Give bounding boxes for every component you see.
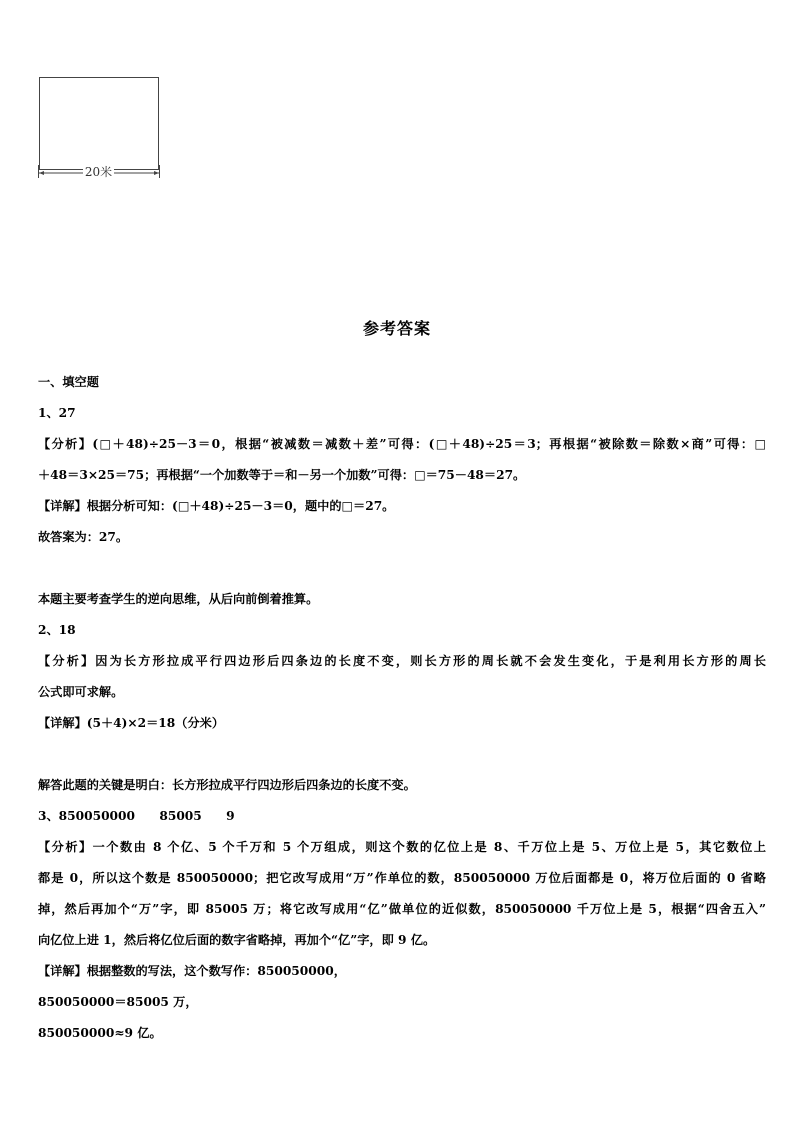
q3-analysis-line-2: 都是 0，所以这个数是 850050000；把它改写成用“万”作单位的数，850050000 万位后面都是 0，将万位后面的 0 省略 [38, 871, 766, 885]
page-title: 参考答案 [362, 319, 431, 338]
q1-number: 1、27 [38, 406, 76, 420]
q3-analysis-line-4: 向亿位上进 1，然后将亿位后面的数字省略掉，再加个“亿”字，即 9 亿。 [38, 933, 436, 947]
rectangle-shape [40, 78, 159, 170]
q3-detail-line-3: 850050000≈9 亿。 [38, 1026, 162, 1040]
dimension-label [38, 165, 159, 179]
spacer [38, 739, 766, 770]
q2-number: 2、18 [38, 623, 76, 637]
q1-analysis-line-1: 【分析】(□＋48)÷25－3＝0，根据“被减数＝减数＋差”可得：(□＋48)÷25＝3；再根据“被除数＝除数×商”可得：□ [38, 437, 766, 451]
q1-detail: 【详解】根据分析可知：(□＋48)÷25－3＝0，题中的□＝27。 [38, 499, 395, 513]
q3-detail-line-1: 【详解】根据整数的写法，这个数写作：850050000， [38, 964, 346, 978]
rectangle-figure [38, 76, 163, 186]
q1-analysis-line-2: ＋48＝3×25＝75；再根据“一个加数等于＝和－另一个加数”可得：□＝75－48＝27。 [38, 468, 526, 482]
q2-detail: 【详解】(5＋4)×2＝18（分米） [38, 716, 225, 730]
q1-comment: 本题主要考查学生的逆向思维，从后向前倒着推算。 [38, 592, 319, 606]
section-heading: 一、填空题 [38, 375, 99, 389]
q3-analysis-line-1: 【分析】一个数由 8 个亿、5 个千万和 5 个万组成，则这个数的亿位上是 8、千万位上是 5、万位上是 5，其它数位上 [38, 840, 766, 854]
q2-comment: 解答此题的关键是明白：长方形拉成平行四边形后四条边的长度不变。 [38, 778, 416, 792]
dimension-label-text: 20米 [84, 165, 113, 179]
q3-analysis-line-3: 掉，然后再加个“万”字，即 85005 万；将它改写成用“亿”做单位的近似数，850050000 千万位上是 5，根据“四舍五入” [38, 902, 766, 916]
spacer [38, 553, 766, 584]
q2-analysis-line-2: 公式即可求解。 [38, 685, 124, 699]
q1-answer: 故答案为：27。 [38, 530, 129, 544]
q3-number: 3、850050000 85005 9 [38, 809, 235, 823]
q2-analysis-line-1: 【分析】因为长方形拉成平行四边形后四条边的长度不变，则长方形的周长就不会发生变化，于是利用长方形的周长 [38, 654, 766, 668]
q3-detail-line-2: 850050000＝85005 万， [38, 995, 198, 1009]
answer-content [38, 367, 766, 1049]
